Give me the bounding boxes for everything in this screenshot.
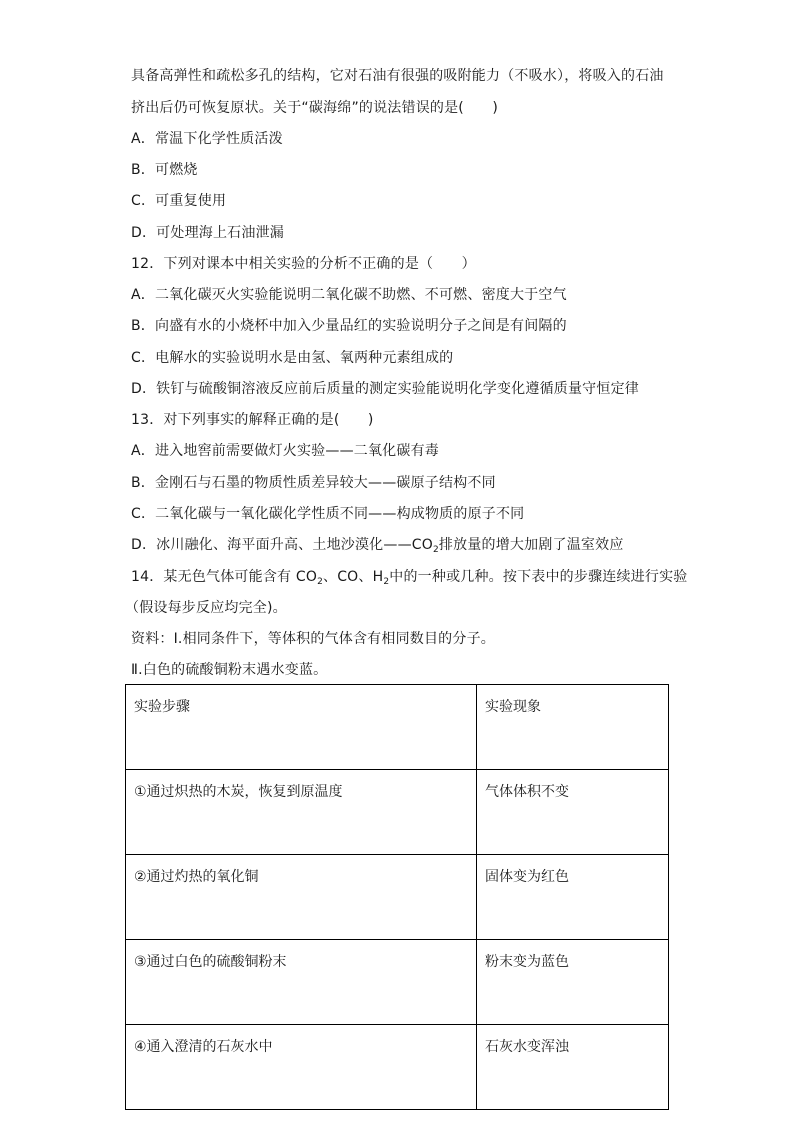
q12-option-b: B．向盛有水的小烧杯中加入少量品红的实验说明分子之间是有间隔的: [131, 318, 567, 334]
table-header-row: [126, 685, 669, 770]
phenomenon-cell: 固体变为红色: [477, 855, 669, 940]
step-cell: ④通入澄清的石灰水中: [126, 1025, 477, 1110]
q14-stem-line2: （假设每步反应均完全)。: [125, 600, 287, 616]
step-cell: ③通过白色的硫酸铜粉末: [126, 940, 477, 1025]
q11-stem-line1: 具备高弹性和疏松多孔的结构，它对石油有很强的吸附能力（不吸水），将吸入的石油: [131, 68, 664, 84]
phenomenon-cell: 石灰水变浑浊: [477, 1025, 669, 1110]
table-row: [126, 1025, 669, 1110]
q11-option-b: B．可燃烧: [131, 162, 198, 178]
phenomenon-cell: 粉末变为蓝色: [477, 940, 669, 1025]
q13-option-a: A．进入地窖前需要做灯火实验——二氧化碳有毒: [131, 443, 439, 459]
table-row: [126, 770, 669, 855]
q11-stem-line2: 挤出后仍可恢复原状。关于“碳海绵”的说法错误的是( ): [131, 100, 499, 116]
q11-option-d: D．可处理海上石油泄漏: [131, 225, 284, 241]
q13-stem: 13．对下列事实的解释正确的是( ): [131, 412, 374, 428]
header-step: 实验步骤: [126, 685, 477, 770]
step-cell: ②通过灼热的氧化铜: [126, 855, 477, 940]
q12-option-d: D．铁钉与硫酸铜溶液反应前后质量的测定实验能说明化学变化遵循质量守恒定律: [131, 381, 639, 397]
q13-option-d: D．冰川融化、海平面升高、土地沙漠化$——CO_2$排放量的增大加剧了温室效应: [131, 537, 624, 555]
header-phenomenon: 实验现象: [477, 685, 669, 770]
q12-option-a: A．二氧化碳灭火实验能说明二氧化碳不助燃、不可燃、密度大于空气: [131, 287, 567, 303]
q11-option-c: C．可重复使用: [131, 193, 227, 209]
q14-stem-line1: 14．某无色气体可能含有 $CO_2$、CO、$H_2$中的一种或几种。按下表中的步骤连续进行实验: [131, 569, 688, 587]
q12-stem: 12．下列对课本中相关实验的分析不正确的是（ ）: [131, 256, 476, 272]
phenomenon-cell: 气体体积不变: [477, 770, 669, 855]
q12-option-c: C．电解水的实验说明水是由氢、氧两种元素组成的: [131, 350, 454, 366]
q14-info-2: Ⅱ.白色的硫酸铜粉末遇水变蓝。: [131, 662, 328, 678]
q11-option-a: A．常温下化学性质活泼: [131, 131, 283, 147]
experiment-table: [125, 684, 669, 1110]
q14-info-1: 资料：Ⅰ.相同条件下，等体积的气体含有相同数目的分子。: [131, 631, 495, 647]
q13-option-b: B．金刚石与石墨的物质性质差异较大——碳原子结构不同: [131, 475, 496, 491]
table-row: [126, 940, 669, 1025]
table-row: [126, 855, 669, 940]
step-cell: ①通过炽热的木炭，恢复到原温度: [126, 770, 477, 855]
q13-option-c: C．二氧化碳与一氧化碳化学性质不同——构成物质的原子不同: [131, 506, 525, 522]
